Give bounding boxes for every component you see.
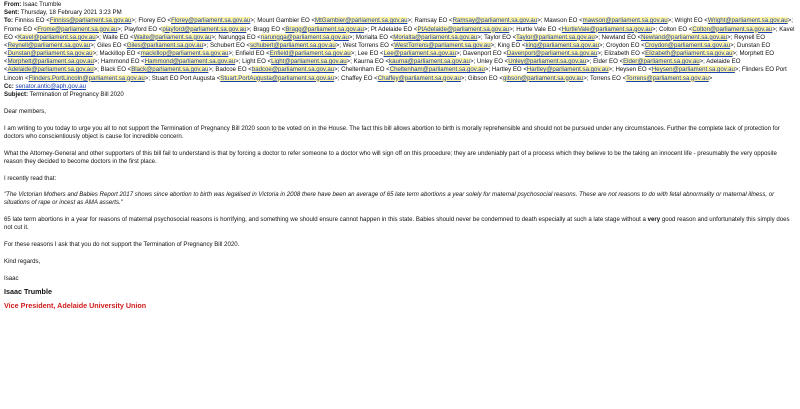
recipient-entry: Hartley EO <Hartley@parliament.sa.gov.au>; <box>491 66 616 74</box>
email-header <box>4 1 796 17</box>
recipient-entry: Lee EO <Lee@parliament.sa.gov.au>; <box>357 50 464 58</box>
sent-row <box>4 9 796 17</box>
recipient-name: Lee EO <box>357 50 379 58</box>
recipient-email-link[interactable]: Davenport@parliament.sa.gov.au <box>506 50 598 58</box>
short-name: Isaac <box>4 274 19 282</box>
cc-row <box>4 83 796 91</box>
recipient-email-link[interactable]: Reynell@parliament.sa.gov.au <box>7 41 91 49</box>
recipient-email-link[interactable]: Newland@parliament.sa.gov.au <box>641 33 728 41</box>
recipient-list <box>4 17 794 81</box>
recipient-name: Adelaide EO <box>706 58 741 66</box>
recipient-email-link[interactable]: Frome@parliament.sa.gov.au <box>37 25 118 33</box>
recipient-email-link[interactable]: Heysen@parliament.sa.gov.au <box>651 66 735 74</box>
recipient-entry: Dunstan EO <Dunstan@parliament.sa.gov.au>; <box>4 41 771 58</box>
cc-email-link[interactable]: senator.antic@aph.gov.au <box>15 82 86 90</box>
body-paragraph-3: I recently read that: <box>4 174 57 182</box>
recipient-entry: Pt Adelaide EO <PtAdelaide@parliament.sa.gov.au>; <box>370 25 517 33</box>
recipient-entry: Elizabeth EO <Elizabeth@parliament.sa.gov.au>; <box>604 50 740 58</box>
recipient-entry: Bragg EO <Bragg@parliament.sa.gov.au>; <box>253 25 371 33</box>
recipient-entry: Kaurna EO <kaurna@parliament.sa.gov.au>; <box>353 58 477 66</box>
recipient-name: Unley EO <box>476 58 503 66</box>
recipient-email-link[interactable]: Stuart.PortAugusta@parliament.sa.gov.au <box>220 74 335 82</box>
from-row <box>4 1 796 9</box>
recipient-entry: Mount Gambier EO <MtGambier@parliament.sa.gov.au>; <box>257 17 415 25</box>
recipient-entry: Newland EO <Newland@parliament.sa.gov.au>; <box>601 33 735 41</box>
recipient-email-link[interactable]: Morphett@parliament.sa.gov.au <box>7 58 94 66</box>
recipient-entry: Cheltenham EO <Cheltenham@parliament.sa.gov.au>; <box>341 66 492 74</box>
recipient-email-link[interactable]: Cheltenham@parliament.sa.gov.au <box>389 66 485 74</box>
recipient-email-link[interactable]: gibson@parliament.sa.gov.au <box>502 74 584 82</box>
recipient-name: Newland EO <box>601 33 636 41</box>
recipient-name: Chaffey EO <box>341 74 373 82</box>
recipient-email-link[interactable]: Croydon@parliament.sa.gov.au <box>644 41 731 49</box>
to-row <box>4 17 796 82</box>
recipient-entry: Badcoe EO <badcoe@parliament.sa.gov.au>; <box>215 66 342 74</box>
recipient-entry: Stuart EO Port Augusta <Stuart.PortAugusta@parliament.sa.gov.au>; <box>151 74 342 82</box>
recipient-name: Playford EO <box>124 25 158 33</box>
recipient-email-link[interactable]: Lee@parliament.sa.gov.au <box>383 50 457 58</box>
recipient-name: Torrens EO <box>590 74 621 82</box>
recipient-email-link[interactable]: Waite@parliament.sa.gov.au <box>133 33 212 41</box>
recipient-entry: Mawson EO <mawson@parliament.sa.gov.au>; <box>544 17 675 25</box>
recipient-email-link[interactable]: narungga@parliament.sa.gov.au <box>260 33 349 41</box>
recipient-entry: Torrens EO <Torrens@parliament.sa.gov.au> <box>590 74 713 82</box>
greeting: Dear members, <box>4 108 46 116</box>
recipient-email-link[interactable]: PtAdelaide@parliament.sa.gov.au <box>417 25 510 33</box>
recipient-email-link[interactable]: WestTorrens@parliament.sa.gov.au <box>394 41 491 49</box>
recipient-email-link[interactable]: Ramsay@parliament.sa.gov.au <box>452 17 538 25</box>
recipient-entry: Hurtle Vale EO <HurtleVale@parliament.sa.gov.au>; <box>516 25 659 33</box>
recipient-entry: Light EO <Light@parliament.sa.gov.au>; <box>242 58 354 66</box>
recipient-name: Gibson EO <box>467 74 498 82</box>
recipient-name: Narungga EO <box>218 33 256 41</box>
subject-label: Subject: <box>4 90 29 98</box>
recipient-email-link[interactable]: HurtleVale@parliament.sa.gov.au <box>561 25 652 33</box>
signature-title: Vice President, Adelaide University Union <box>4 300 147 310</box>
recipient-entry: Croydon EO <Croydon@parliament.sa.gov.au>; <box>605 41 738 49</box>
recipient-name: Light EO <box>242 58 266 66</box>
recipient-name: King EO <box>497 41 521 49</box>
recipient-email-link[interactable]: Florey@parliament.sa.gov.au <box>171 17 251 25</box>
from-value: Isaac Trumble <box>22 1 62 8</box>
recipient-entry: Colton EO <Colton@parliament.sa.gov.au>; <box>658 25 780 33</box>
p4-bold-word: very <box>647 216 661 224</box>
recipient-entry: Schubert EO <schubert@parliament.sa.gov.au>; <box>209 41 343 49</box>
body-paragraph-1: I am writing to you today to urge you all to not support the Termination of Pregnancy Bill 2020 soon to be voted on in the House. The fact this bill allows abortion to birth is morally reprehensible and should not be pursued under any circumstances. Further the complete lack of protection for doctors who conscientiously object is cause for incredible concern. <box>4 124 780 140</box>
recipient-name: Hurtle Vale EO <box>516 25 557 33</box>
recipient-entry: Morphett EO <Morphett@parliament.sa.gov.au>; <box>4 50 774 66</box>
recipient-name: Elizabeth EO <box>604 50 640 58</box>
recipient-name: Davenport EO <box>463 50 502 58</box>
subject-row <box>4 91 796 99</box>
recipient-name: Stuart EO Port Augusta <box>151 74 216 82</box>
recipient-name: Florey EO <box>138 17 166 25</box>
recipient-email-link[interactable]: Hammond@parliament.sa.gov.au <box>144 58 236 66</box>
recipient-entry: Enfield EO <Enfield@parliament.sa.gov.au>; <box>235 50 358 58</box>
recipient-name: Waite EO <box>102 33 129 41</box>
recipient-name: Mackillop EO <box>99 50 136 58</box>
recipient-email-link[interactable]: Black@parliament.sa.gov.au <box>131 66 209 74</box>
from-label: From: <box>4 1 22 8</box>
email-header-bottom <box>4 83 796 99</box>
recipient-name: Badcoe EO <box>215 66 247 74</box>
recipient-email-link[interactable]: kaurna@parliament.sa.gov.au <box>389 58 470 66</box>
recipient-entry: Florey EO <Florey@parliament.sa.gov.au>; <box>138 17 258 25</box>
recipient-entry: Ramsay EO <Ramsay@parliament.sa.gov.au>; <box>414 17 545 25</box>
recipient-email-link[interactable]: Adelaide@parliament.sa.gov.au <box>7 66 94 74</box>
sent-value: Thursday, 18 February 2021 3:23 PM <box>20 9 122 17</box>
recipient-name: Kavel EO <box>4 25 795 41</box>
recipient-name: Dunstan EO <box>737 41 771 49</box>
recipient-entry: Elder EO <Elder@parliament.sa.gov.au>; <box>593 58 707 66</box>
quoted-report: "The Victorian Mothers and Babies Report 2017 shows since abortion to birth was legalised in Victoria in 2008 there have been an average of 65 late term abortions a year solely for maternal psychosocial reasons. These are not reasons to do with fetal abnormality or maternal illness, or situations of rape or incest as AMA asserts." <box>4 191 775 207</box>
closing: Kind regards, <box>4 257 41 265</box>
p4-text-before: 65 late term abortions in a year for reasons of maternal psychosocial reasons is horrifying, and something we should ensure cannot happen in this state. Babies should never be condemned to death especially at such a late stage without a <box>4 216 648 224</box>
body-paragraph-2: What the Attorney-General and other supporters of this bill fail to understand is that by forcing a doctor to refer someone to a doctor who will sign off on this procedure; they are undeniably part of a process which they believe to be the taking an innocent life - presumably the very opposite reason they decided to become doctors in the first place. <box>4 149 777 165</box>
recipient-email-link[interactable]: schubert@parliament.sa.gov.au <box>250 41 336 49</box>
recipient-email-link[interactable]: Light@parliament.sa.gov.au <box>271 58 347 66</box>
recipient-name: Enfield EO <box>235 50 265 58</box>
recipient-name: Cheltenham EO <box>341 66 385 74</box>
recipient-entry: Taylor EO <Taylor@parliament.sa.gov.au>; <box>484 33 602 41</box>
recipient-entry: Wright EO <Wright@parliament.sa.gov.au>; <box>674 17 793 25</box>
recipient-name: Bragg EO <box>253 25 281 33</box>
recipient-email-link[interactable]: Colton@parliament.sa.gov.au <box>692 25 773 33</box>
body-paragraph-4 <box>4 216 796 232</box>
recipient-entry: Chaffey EO <Chaffey@parliament.sa.gov.au>; <box>341 74 468 82</box>
recipient-name: Wright EO <box>674 17 703 25</box>
recipient-email-link[interactable]: Torrens@parliament.sa.gov.au <box>626 74 709 82</box>
recipient-email-link[interactable]: Dunstan@parliament.sa.gov.au <box>7 50 93 58</box>
recipient-entry: Narungga EO <narungga@parliament.sa.gov.au>; <box>218 33 356 41</box>
recipient-email-link[interactable]: playford@parliament.sa.gov.au <box>162 25 247 33</box>
recipient-entry: Adelaide EO <Adelaide@parliament.sa.gov.au>; <box>4 58 741 74</box>
recipient-entry: Flinders EO Port Lincoln <Flinders.PortLincoln@parliament.sa.gov.au>; <box>4 66 787 82</box>
recipient-entry: West Torrens EO <WestTorrens@parliament.sa.gov.au>; <box>342 41 498 49</box>
recipient-email-link[interactable]: Kavel@parliament.sa.gov.au <box>18 33 96 41</box>
recipient-email-link[interactable]: mackillop@parliament.sa.gov.au <box>140 50 229 58</box>
p4-text-after: good reason and unfortunately this simply does not cut it. <box>4 216 790 232</box>
recipient-email-link[interactable]: Unley@parliament.sa.gov.au <box>508 58 587 66</box>
recipient-email-link[interactable]: MtGambier@parliament.sa.gov.au <box>315 17 408 25</box>
recipient-email-link[interactable]: Hartley@parliament.sa.gov.au <box>526 66 609 74</box>
recipient-email-link[interactable]: Finniss@parliament.sa.gov.au <box>49 17 132 25</box>
recipient-entry: King EO <king@parliament.sa.gov.au>; <box>497 41 606 49</box>
recipient-entry: Finniss EO <Finniss@parliament.sa.gov.au>; <box>14 17 139 25</box>
recipient-entry: Mackillop EO <mackillop@parliament.sa.gov.au>; <box>99 50 236 58</box>
recipient-entry: Reynell EO <Reynell@parliament.sa.gov.au>; <box>4 33 765 49</box>
recipient-name: Taylor EO <box>484 33 511 41</box>
recipient-entry: Kavel EO <Kavel@parliament.sa.gov.au>; <box>4 25 795 41</box>
recipient-email-link[interactable]: Elizabeth@parliament.sa.gov.au <box>645 50 733 58</box>
recipient-name: Morialta EO <box>355 33 389 41</box>
recipient-entry: Black EO <Black@parliament.sa.gov.au>; <box>100 66 216 74</box>
recipient-email-link[interactable]: Bragg@parliament.sa.gov.au <box>285 25 364 33</box>
recipient-name: Heysen EO <box>615 66 647 74</box>
recipient-name: Schubert EO <box>209 41 245 49</box>
recipient-entry: Heysen EO <Heysen@parliament.sa.gov.au>; <box>615 66 742 74</box>
recipient-email-link[interactable]: Flinders.PortLincoln@parliament.sa.gov.au <box>28 74 145 82</box>
recipient-entry: Waite EO <Waite@parliament.sa.gov.au>; <box>102 33 219 41</box>
recipient-name: Elder EO <box>593 58 618 66</box>
recipient-name: Reynell EO <box>734 33 765 41</box>
recipient-entry: Playford EO <playford@parliament.sa.gov.au>; <box>124 25 254 33</box>
to-label: To: <box>4 17 14 25</box>
recipient-email-link[interactable]: Morialta@parliament.sa.gov.au <box>393 33 478 41</box>
recipient-name: Croydon EO <box>605 41 640 49</box>
recipient-email-link[interactable]: Wright@parliament.sa.gov.au <box>707 17 788 25</box>
cc-label: Cc: <box>4 82 14 90</box>
recipient-name: Finniss EO <box>14 17 45 25</box>
recipient-name: Kaurna EO <box>353 58 384 66</box>
recipient-email-link[interactable]: Taylor@parliament.sa.gov.au <box>516 33 595 41</box>
recipient-entry: Frome EO <Frome@parliament.sa.gov.au>; <box>4 25 125 33</box>
recipient-name: Hartley EO <box>491 66 522 74</box>
recipient-name: Flinders EO Port Lincoln <box>4 66 787 82</box>
signature-name: Isaac Trumble <box>4 286 52 296</box>
recipient-name: Frome EO <box>4 25 33 33</box>
recipient-entry: Morialta EO <Morialta@parliament.sa.gov.au>; <box>355 33 485 41</box>
recipient-name: West Torrens EO <box>342 41 389 49</box>
recipient-entry: Unley EO <Unley@parliament.sa.gov.au>; <box>476 58 594 66</box>
body-paragraph-5: For these reasons I ask that you do not support the Termination of Pregnancy Bill 2020. <box>4 241 240 249</box>
recipient-email-link[interactable]: Enfield@parliament.sa.gov.au <box>269 50 351 58</box>
sent-label: Sent: <box>4 9 20 17</box>
recipient-entry: Davenport EO <Davenport@parliament.sa.gov.au>; <box>463 50 605 58</box>
recipient-name: Mount Gambier EO <box>257 17 310 25</box>
recipient-email-link[interactable]: mawson@parliament.sa.gov.au <box>582 17 668 25</box>
recipient-email-link[interactable]: badcoe@parliament.sa.gov.au <box>251 66 335 74</box>
recipient-name: Pt Adelaide EO <box>370 25 413 33</box>
recipient-name: Giles EO <box>97 41 122 49</box>
recipient-email-link[interactable]: king@parliament.sa.gov.au <box>525 41 599 49</box>
recipient-entry: Hammond EO <Hammond@parliament.sa.gov.au>; <box>100 58 243 66</box>
recipient-entry: Gibson EO <gibson@parliament.sa.gov.au>; <box>467 74 591 82</box>
email-body <box>4 108 796 310</box>
recipient-name: Morphett EO <box>739 50 774 58</box>
recipient-name: Ramsay EO <box>414 17 448 25</box>
recipient-email-link[interactable]: Giles@parliament.sa.gov.au <box>126 41 203 49</box>
recipient-email-link[interactable]: Elder@parliament.sa.gov.au <box>623 58 700 66</box>
recipient-name: Hammond EO <box>100 58 140 66</box>
recipient-email-link[interactable]: Chaffey@parliament.sa.gov.au <box>377 74 461 82</box>
recipient-name: Black EO <box>100 66 126 74</box>
recipient-entry: Giles EO <Giles@parliament.sa.gov.au>; <box>97 41 210 49</box>
subject-value: Termination of Pregnancy Bill 2020 <box>29 90 124 98</box>
recipient-name: Colton EO <box>658 25 688 33</box>
recipient-name: Mawson EO <box>544 17 578 25</box>
